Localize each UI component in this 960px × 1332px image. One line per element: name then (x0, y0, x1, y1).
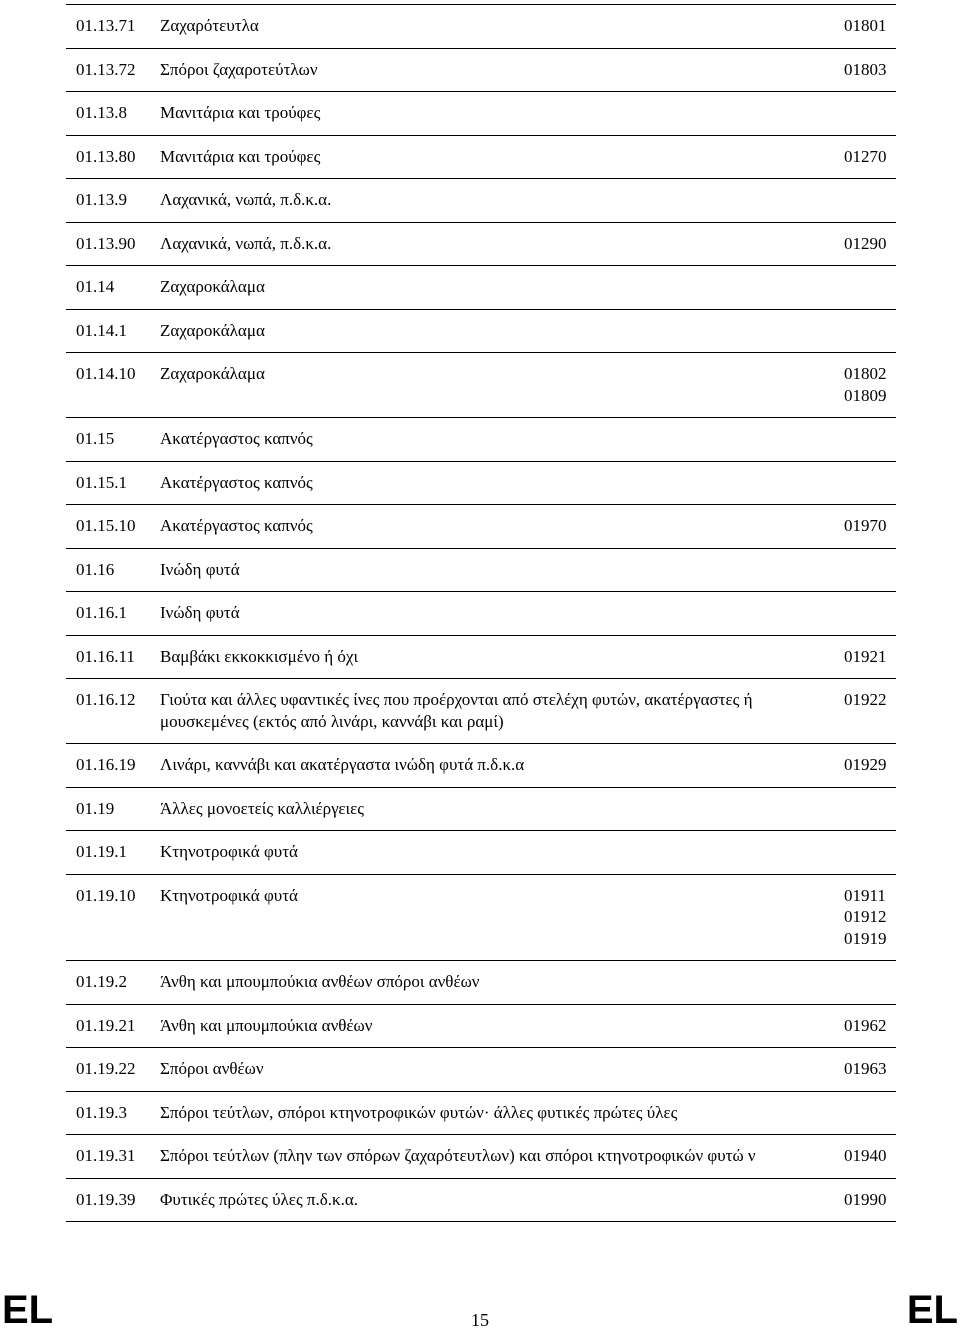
table-row (66, 1091, 896, 1135)
row-description: Σπόροι ανθέων (160, 1048, 844, 1092)
row-code: 01.16 (66, 548, 160, 592)
cpa-code: 01803 (844, 59, 887, 79)
row-description: Λινάρι, καννάβι και ακατέργαστα ινώδη φυτά π.δ.κ.α (160, 744, 844, 788)
table-row (66, 787, 896, 831)
row-code: 01.13.8 (66, 92, 160, 136)
row-code: 01.13.9 (66, 179, 160, 223)
table-row (66, 505, 896, 549)
cpa-code: 01270 (844, 146, 887, 166)
row-description: Βαμβάκι εκκοκκισμένο ή όχι (160, 635, 844, 679)
table-row (66, 744, 896, 788)
row-code: 01.19.31 (66, 1135, 160, 1179)
classification-table (66, 4, 896, 1222)
table-row (66, 266, 896, 310)
row-code: 01.19.1 (66, 831, 160, 875)
row-code: 01.14.10 (66, 353, 160, 418)
table-row (66, 635, 896, 679)
table-row (66, 1004, 896, 1048)
table-row (66, 48, 896, 92)
footer-language-left: EL (2, 1288, 54, 1332)
row-description: Άνθη και μπουμπούκια ανθέων (160, 1004, 844, 1048)
cpa-code: 01963 (844, 1059, 887, 1078)
row-cpa-codes (844, 548, 896, 592)
row-cpa-codes (844, 592, 896, 636)
row-code: 01.13.71 (66, 5, 160, 49)
cpa-code: 01809 (844, 385, 887, 405)
row-description: Μανιτάρια και τρούφες (160, 135, 844, 179)
row-code: 01.19 (66, 787, 160, 831)
row-code: 01.19.10 (66, 874, 160, 961)
row-cpa-codes (844, 5, 896, 49)
cpa-code: 01802 (844, 364, 887, 383)
classification-table-body (66, 5, 896, 1222)
row-code: 01.19.39 (66, 1178, 160, 1222)
table-row (66, 309, 896, 353)
row-cpa-codes (844, 505, 896, 549)
row-cpa-codes (844, 831, 896, 875)
row-cpa-codes (844, 222, 896, 266)
cpa-code: 01970 (844, 516, 887, 535)
row-code: 01.13.72 (66, 48, 160, 92)
row-description: Σπόροι τεύτλων, σπόροι κτηνοτροφικών φυτών· άλλες φυτικές πρώτες ύλες (160, 1091, 844, 1135)
row-description: Άνθη και μπουμπούκια ανθέων σπόροι ανθέων (160, 961, 844, 1005)
cpa-code: 01912 (844, 907, 887, 926)
table-row (66, 874, 896, 961)
row-cpa-codes (844, 1135, 896, 1179)
row-cpa-codes (844, 635, 896, 679)
row-code: 01.19.2 (66, 961, 160, 1005)
table-row (66, 92, 896, 136)
table-row (66, 135, 896, 179)
row-description: Ινώδη φυτά (160, 548, 844, 592)
row-code: 01.16.19 (66, 744, 160, 788)
table-row (66, 1178, 896, 1222)
cpa-code: 01290 (844, 233, 887, 253)
row-description: Άλλες μονοετείς καλλιέργειες (160, 787, 844, 831)
row-description: Λαχανικά, νωπά, π.δ.κ.α. (160, 179, 844, 223)
table-row (66, 5, 896, 49)
row-code: 01.13.90 (66, 222, 160, 266)
row-code: 01.15.1 (66, 461, 160, 505)
row-description: Σπόροι τεύτλων (πλην των σπόρων ζαχαρότευτλων) και σπόροι κτηνοτροφικών φυτώ ν (160, 1135, 844, 1179)
row-cpa-codes (844, 179, 896, 223)
cpa-code: 01940 (844, 1146, 887, 1165)
row-code: 01.15 (66, 418, 160, 462)
row-description: Ακατέργαστος καπνός (160, 461, 844, 505)
row-code: 01.13.80 (66, 135, 160, 179)
row-code: 01.14.1 (66, 309, 160, 353)
row-description: Ζαχαροκάλαμα (160, 309, 844, 353)
row-description: Μανιτάρια και τρούφες (160, 92, 844, 136)
row-description: Κτηνοτροφικά φυτά (160, 874, 844, 961)
row-code: 01.15.10 (66, 505, 160, 549)
row-cpa-codes (844, 679, 896, 744)
table-row (66, 548, 896, 592)
row-description: Σπόροι ζαχαροτεύτλων (160, 48, 844, 92)
row-description: Γιούτα και άλλες υφαντικές ίνες που προέρχονται από στελέχη φυτών, ακατέργαστες ή μουσκεμένες (εκτός από λινάρι, καννάβι και ραμί) (160, 679, 844, 744)
cpa-code: 01919 (844, 928, 887, 948)
table-row (66, 1135, 896, 1179)
row-description: Ζαχαροκάλαμα (160, 266, 844, 310)
row-description: Ζαχαρότευτλα (160, 5, 844, 49)
table-row (66, 1048, 896, 1092)
row-cpa-codes (844, 787, 896, 831)
cpa-code: 01911 (844, 885, 886, 905)
table-row (66, 461, 896, 505)
row-cpa-codes (844, 266, 896, 310)
page-number: 15 (471, 1310, 489, 1330)
row-cpa-codes (844, 418, 896, 462)
row-description: Κτηνοτροφικά φυτά (160, 831, 844, 875)
cpa-code: 01921 (844, 646, 887, 666)
row-description: Ακατέργαστος καπνός (160, 418, 844, 462)
row-description: Λαχανικά, νωπά, π.δ.κ.α. (160, 222, 844, 266)
table-row (66, 961, 896, 1005)
row-description: Φυτικές πρώτες ύλες π.δ.κ.α. (160, 1178, 844, 1222)
row-cpa-codes (844, 309, 896, 353)
row-code: 01.16.1 (66, 592, 160, 636)
footer-language-right: EL (906, 1288, 958, 1332)
row-description: Ζαχαροκάλαμα (160, 353, 844, 418)
row-cpa-codes (844, 1178, 896, 1222)
row-code: 01.16.12 (66, 679, 160, 744)
row-code: 01.19.3 (66, 1091, 160, 1135)
cpa-code: 01801 (844, 16, 887, 35)
table-row (66, 222, 896, 266)
table-row (66, 679, 896, 744)
cpa-code: 01922 (844, 690, 887, 709)
table-row (66, 831, 896, 875)
row-cpa-codes (844, 1004, 896, 1048)
row-description: Ινώδη φυτά (160, 592, 844, 636)
row-code: 01.19.21 (66, 1004, 160, 1048)
row-cpa-codes (844, 92, 896, 136)
row-cpa-codes (844, 353, 896, 418)
row-cpa-codes (844, 744, 896, 788)
row-cpa-codes (844, 1048, 896, 1092)
table-row (66, 418, 896, 462)
table-row (66, 353, 896, 418)
cpa-code: 01962 (844, 1015, 887, 1035)
table-row (66, 179, 896, 223)
table-row (66, 592, 896, 636)
row-code: 01.19.22 (66, 1048, 160, 1092)
row-cpa-codes (844, 874, 896, 961)
row-code: 01.14 (66, 266, 160, 310)
row-code: 01.16.11 (66, 635, 160, 679)
row-cpa-codes (844, 135, 896, 179)
cpa-code: 01990 (844, 1189, 887, 1209)
row-cpa-codes (844, 48, 896, 92)
row-cpa-codes (844, 1091, 896, 1135)
row-cpa-codes (844, 461, 896, 505)
cpa-code: 01929 (844, 755, 887, 774)
row-cpa-codes (844, 961, 896, 1005)
row-description: Ακατέργαστος καπνός (160, 505, 844, 549)
